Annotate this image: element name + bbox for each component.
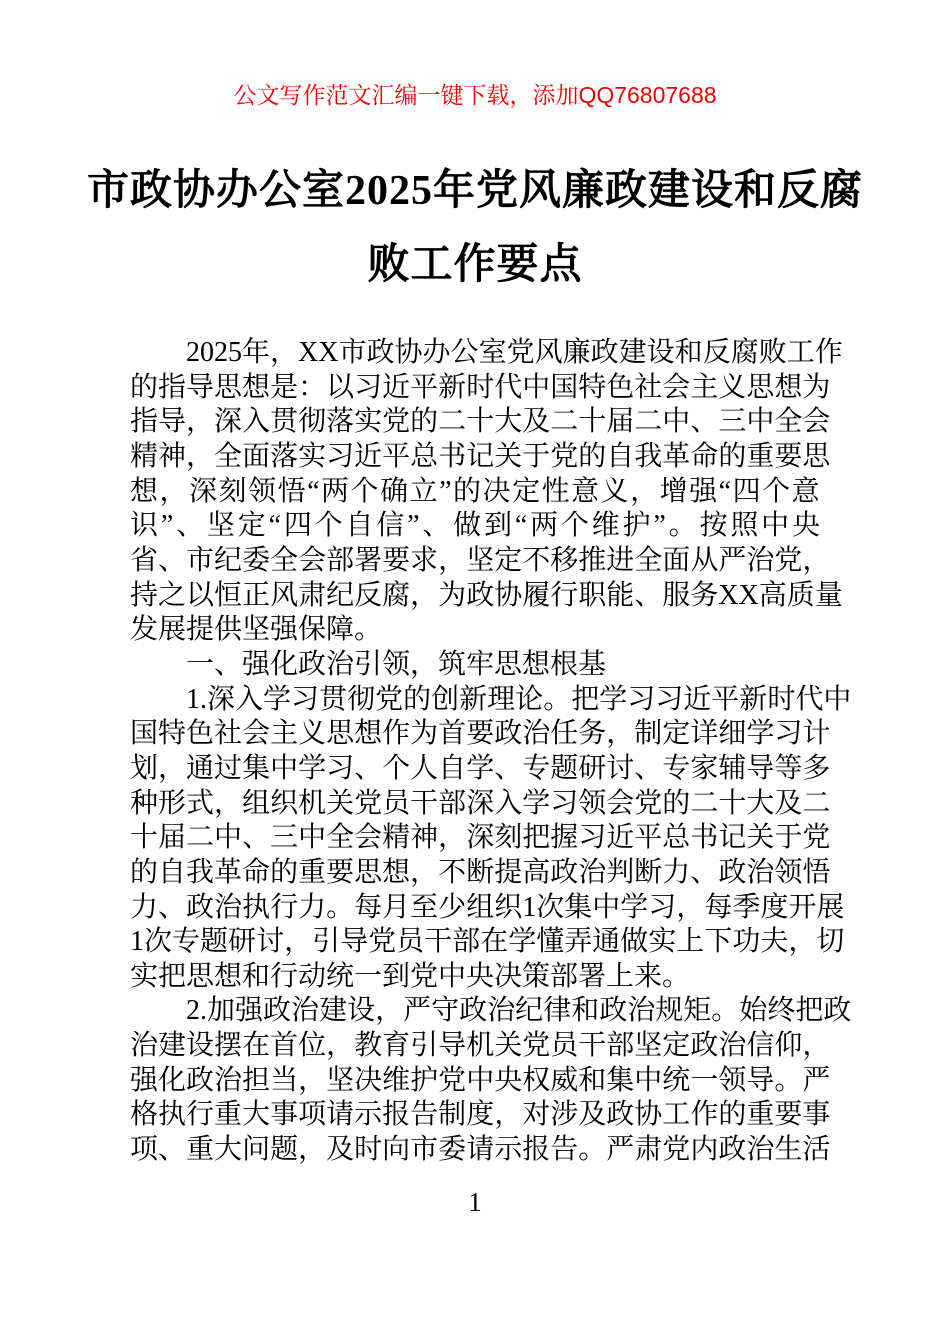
promo-banner-text: 公文写作范文汇编一键下载，添加QQ76807688 — [233, 82, 717, 108]
text-line: 2. 加 强 政 治 建 设 ， 严 守 政 治 纪 律 和 政 治 规 矩 。 始 终 把 政 — [186, 995, 852, 1027]
text-line: 格 执 行 重 大 事 项 请 示 报 告 制 度 ， 对 涉 及 政 协 工 作 的 重 要 事 — [130, 1099, 831, 1131]
text-line: 划 ， 通 过 集 中 学 习 、 个 人 自 学 、 专 题 研 讨 、 专 家 辅 导 等 多 — [130, 752, 831, 784]
text-line: 十 届 二 中 、 三 中 全 会 精 神 ， 深 刻 把 握 习 近 平 总 书 记 关 于 党 — [130, 822, 831, 854]
text-line: 一、强化政治引领，筑牢思想根基 — [186, 648, 607, 680]
document-body — [130, 336, 852, 1168]
text-line: 识 ” 、 坚 定 “ 四 个 自 信 ” 、 做 到 “ 两 个 维 护 ” 。 按 照 中 央 — [130, 510, 820, 542]
document-title-line1: 市政协办公室2025年党风廉政建设和反腐 — [86, 168, 863, 214]
text-line: 1. 深 入 学 习 贯 彻 党 的 创 新 理 论 。 把 学 习 习 近 平 新 时 代 中 — [186, 683, 852, 715]
text-line: 发展提供坚强保障。 — [130, 614, 383, 646]
text-line: 想 ， 深 刻 领 悟 “ 两 个 确 立 ” 的 决 定 性 意 义 ， 增 强 “ 四 个 意 — [130, 475, 820, 507]
text-line: 指 导 ， 深 入 贯 彻 落 实 党 的 二 十 大 及 二 十 届 二 中 、 三 中 全 会 — [130, 406, 831, 438]
text-line: 1 次 专 题 研 讨 ， 引 导 党 员 干 部 在 学 懂 弄 通 做 实 上 下 功 夫 ， 切 — [130, 926, 845, 958]
text-line: 的 自 我 革 命 的 重 要 思 想 ， 不 断 提 高 政 治 判 断 力 、 政 治 领 悟 — [130, 856, 831, 888]
text-line: 国 特 色 社 会 主 义 思 想 作 为 首 要 政 治 任 务 ， 制 定 详 细 学 习 计 — [130, 718, 831, 750]
text-line: 强 化 政 治 担 当 ， 坚 决 维 护 党 中 央 权 威 和 集 中 统 一 领 导 。 严 — [130, 1064, 831, 1096]
text-line: 持 之 以 恒 正 风 肃 纪 反 腐 ， 为 政 协 履 行 职 能 、 服 务 XX 高 质 量 — [130, 579, 843, 611]
text-line: 种 形 式 ， 组 织 机 关 党 员 干 部 深 入 学 习 领 会 党 的 二 十 大 及 二 — [130, 787, 831, 819]
document-title-line2: 败工作要点 — [367, 242, 583, 288]
text-line: 省 、 市 纪 委 全 会 部 署 要 求 ， 坚 定 不 移 推 进 全 面 从 严 治 党 ， — [130, 544, 831, 576]
text-line: 实把思想和行动统一到党中央决策部署上来。 — [130, 960, 691, 992]
text-line: 项 、 重 大 问 题 ， 及 时 向 市 委 请 示 报 告 。 严 肃 党 内 政 治 生 活 — [130, 1134, 831, 1166]
text-line: 治 建 设 摆 在 首 位 ， 教 育 引 导 机 关 党 员 干 部 坚 定 政 治 信 仰 ， — [130, 1030, 831, 1062]
text-line: 2025 年 ， XX 市 政 协 办 公 室 党 风 廉 政 建 设 和 反 腐 败 工 作 — [186, 337, 843, 368]
text-line: 力 、 政 治 执 行 力 。 每 月 至 少 组 织 1 次 集 中 学 习 ， 每 季 度 开 展 — [130, 891, 845, 923]
text-line: 精 神 ， 全 面 落 实 习 近 平 总 书 记 关 于 党 的 自 我 革 命 的 重 要 思 — [130, 440, 831, 472]
page-number: 1 — [468, 1187, 482, 1217]
document-title — [75, 154, 875, 302]
text-line: 的 指 导 思 想 是 ： 以 习 近 平 新 时 代 中 国 特 色 社 会 主 义 思 想 为 — [130, 371, 831, 403]
